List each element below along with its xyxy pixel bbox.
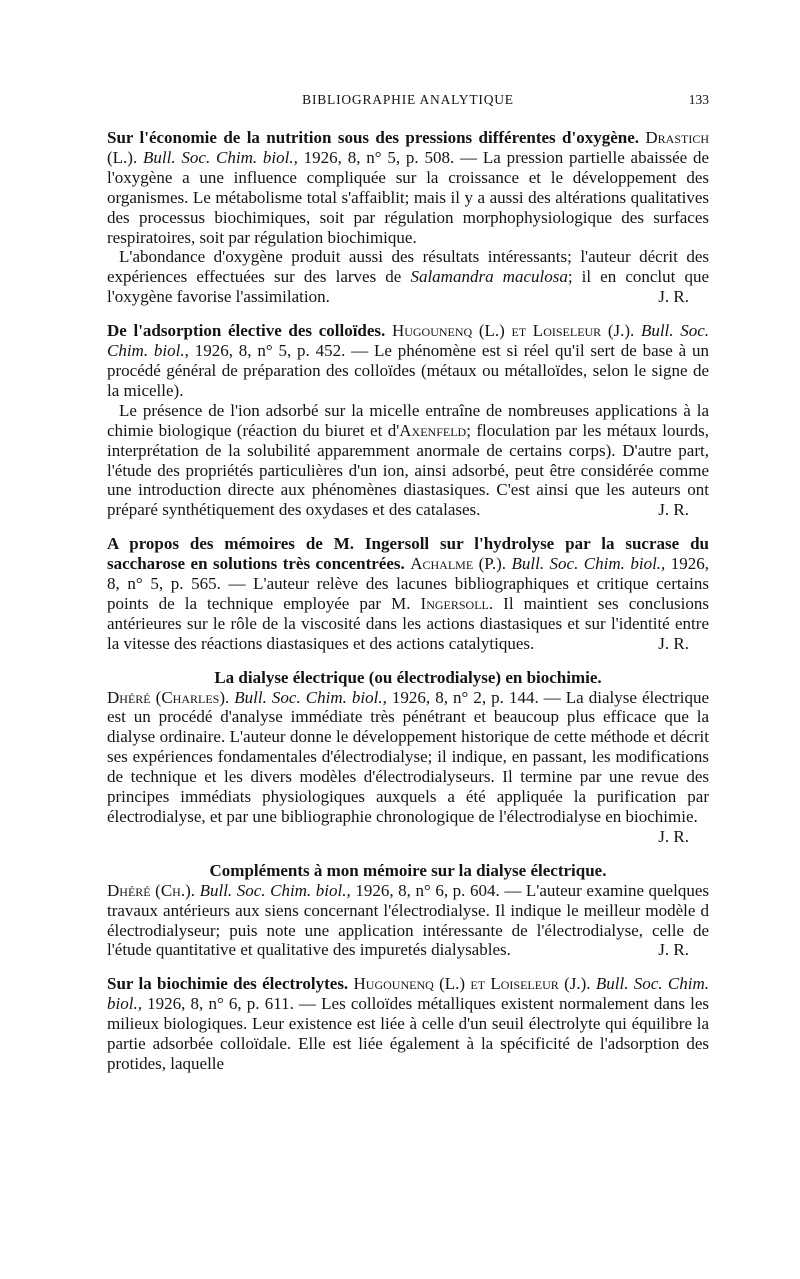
species-name: Salamandra maculosa xyxy=(410,267,568,287)
entry-paragraph xyxy=(107,128,709,247)
entry-title: Sur la biochimie des électrolytes. xyxy=(107,974,349,994)
entry-title: A propos des mémoires de M. Ingersoll sur l'hydrolyse par la sucrase du saccharose en solutions très concentrées. xyxy=(107,534,709,574)
entry-author: Dhéré (Charles). xyxy=(107,687,230,707)
entry-title: De l'adsorption élective des colloïdes. xyxy=(107,321,386,341)
entry-title: La dialyse électrique (ou électrodialyse) en biochimie. xyxy=(214,667,602,687)
entry-text: ; floculation par les métaux lourds, interprétation de la solubilité apparemment anormale de certains corps). D'autre part, l'étude des propriétés particulières d'un ion, ainsi adsorbé, peut être considérée comme une introduction directe aux phénomènes diastasiques. C'est ainsi que les auteurs ont préparé synthétiquement des oxydases et des catalases. xyxy=(107,420,709,520)
person-name: Ingersoll xyxy=(420,593,489,613)
entry-text: — La pression partielle abaissée de l'oxygène a une influence compliquée sur la croissance et le développement des organismes. Le métabolisme total s'affaiblit; mais il y a aussi des altérations qualitatives des processus biochimiques, soit par régulation morphophysiologique des surfaces respiratoires, soit par régulation biochimique. xyxy=(107,147,710,247)
entry-reference: 1926, 8, n° 5, p. 508. xyxy=(303,147,455,167)
entry-journal: Bull. Soc. Chim. biol., xyxy=(511,554,666,574)
entry-journal: Bull. Soc. Chim. biol., xyxy=(199,880,351,900)
bibliography-entry xyxy=(107,128,709,307)
entry-text: Le présence de l'ion adsorbé sur la micelle entraîne de nombreuses applications à la chimie biologique (réaction du biuret et d' xyxy=(107,400,709,440)
entry-text: — Le phénomène est si réel qu'il sert de base à un procédé général de préparation des colloïdes (métaux ou métalloïdes, selon le signe de la micelle). xyxy=(107,341,709,400)
entry-signature: J. R. xyxy=(658,633,689,653)
entry-text: — La dialyse électrique est un procédé d'analyse immédiate très pénétrant et beaucoup plus efficace que la dialyse ordinaire. L'auteur donne le développement historique de cette méthode et décrit ses expériences fondamentales d'électrodialyse; il indique, en passant, les modifications de technique et les divers modèles d'électrodialyseurs. Il termine par une revue des principes immédiats physiologiques auxquels a été appliquée la purification par électrodialyse, et par une bibliographie chronologique de l'électrodialyse en biochimie. xyxy=(107,687,709,826)
entry-text: — L'auteur examine quelques travaux antérieurs aux siens concernant l'électrodialyse. Il indique le meilleur modèle d électrodialyseur; puis note une application intéressante de l'électrodialyse, celle de l'étude quantitative et qualitative des impuretés dialysables. xyxy=(107,880,709,960)
entry-reference: 1926, 8, n° 2, p. 144. xyxy=(391,687,539,707)
bibliography-entry xyxy=(107,321,709,520)
entry-paragraph xyxy=(107,861,709,961)
entry-signature: J. R. xyxy=(658,940,689,960)
entry-journal: Bull. Soc. Chim. biol., xyxy=(107,321,709,361)
entry-title: Sur l'économie de la nutrition sous des pressions différentes d'oxygène. xyxy=(107,128,639,147)
entry-author: Achalme (P.). xyxy=(410,554,507,574)
entry-signature: J. R. xyxy=(658,500,689,520)
bibliography-entry xyxy=(107,974,709,1074)
entry-text: L'abondance d'oxygène produit aussi des résultats intéressants; l'auteur décrit des expériences effectuées sur des larves de xyxy=(107,247,709,287)
entry-journal: Bull. Soc. Chim. biol., xyxy=(143,147,298,167)
bibliography-entry xyxy=(107,861,709,961)
entry-paragraph xyxy=(107,321,709,401)
entry-title: Compléments à mon mémoire sur la dialyse électrique. xyxy=(209,860,607,880)
entry-reference: 1926, 8, n° 6, p. 604. xyxy=(355,880,500,900)
entry-journal: Bull. Soc. Chim. biol., xyxy=(107,974,709,1014)
entry-paragraph xyxy=(107,247,709,307)
entry-signature: J. R. xyxy=(658,826,689,846)
entry-author: Drastich (L.). xyxy=(107,128,709,167)
person-name: Axenfeld xyxy=(399,420,467,440)
entry-paragraph xyxy=(107,667,709,846)
entry-author: Dhéré (Ch.). xyxy=(107,880,196,900)
entry-text: — L'auteur relève des lacunes bibliographiques et critique certains points de la technique employée par M. xyxy=(107,574,709,613)
entry-journal: Bull. Soc. Chim. biol., xyxy=(234,687,387,707)
bibliography-entry xyxy=(107,534,709,653)
document-page xyxy=(107,92,709,1074)
entry-paragraph xyxy=(107,401,709,520)
entry-author: Hugounenq (L.) et Loiseleur (J.). xyxy=(391,321,635,341)
bibliography-entry xyxy=(107,668,709,847)
running-head xyxy=(107,92,709,114)
entry-paragraph xyxy=(107,974,709,1074)
running-title: BIBLIOGRAPHIE ANALYTIQUE xyxy=(302,92,514,107)
page-number: 133 xyxy=(688,92,709,107)
entry-paragraph xyxy=(107,534,709,653)
entry-reference: 1926, 8, n° 6, p. 611. xyxy=(147,994,294,1014)
entry-text: . Il maintient ses conclusions antérieures sur le rôle de la viscosité dans les actions diastasiques et sur l'identité entre la vitesse des réactions diastasiques et des actions catalytiques. xyxy=(107,593,709,653)
entry-signature: J. R. xyxy=(658,287,689,307)
entry-author: Hugounenq (L.) et Loiseleur (J.). xyxy=(353,974,591,994)
entry-reference: 1926, 8, n° 5, p. 565. xyxy=(107,554,710,594)
entry-text: — Les colloïdes métalliques existent normalement dans les milieux biologiques. Leur existence est liée à celle d'un seuil électrolyte qui équilibre la partie adsorbée colloïdale. Elle est liée également à la spécificité de l'adsorption des protides, laquelle xyxy=(107,994,710,1073)
entry-reference: 1926, 8, n° 5, p. 452. xyxy=(194,341,346,361)
entry-text: ; il en conclut que l'oxygène favorise l'assimilation. xyxy=(107,267,709,307)
